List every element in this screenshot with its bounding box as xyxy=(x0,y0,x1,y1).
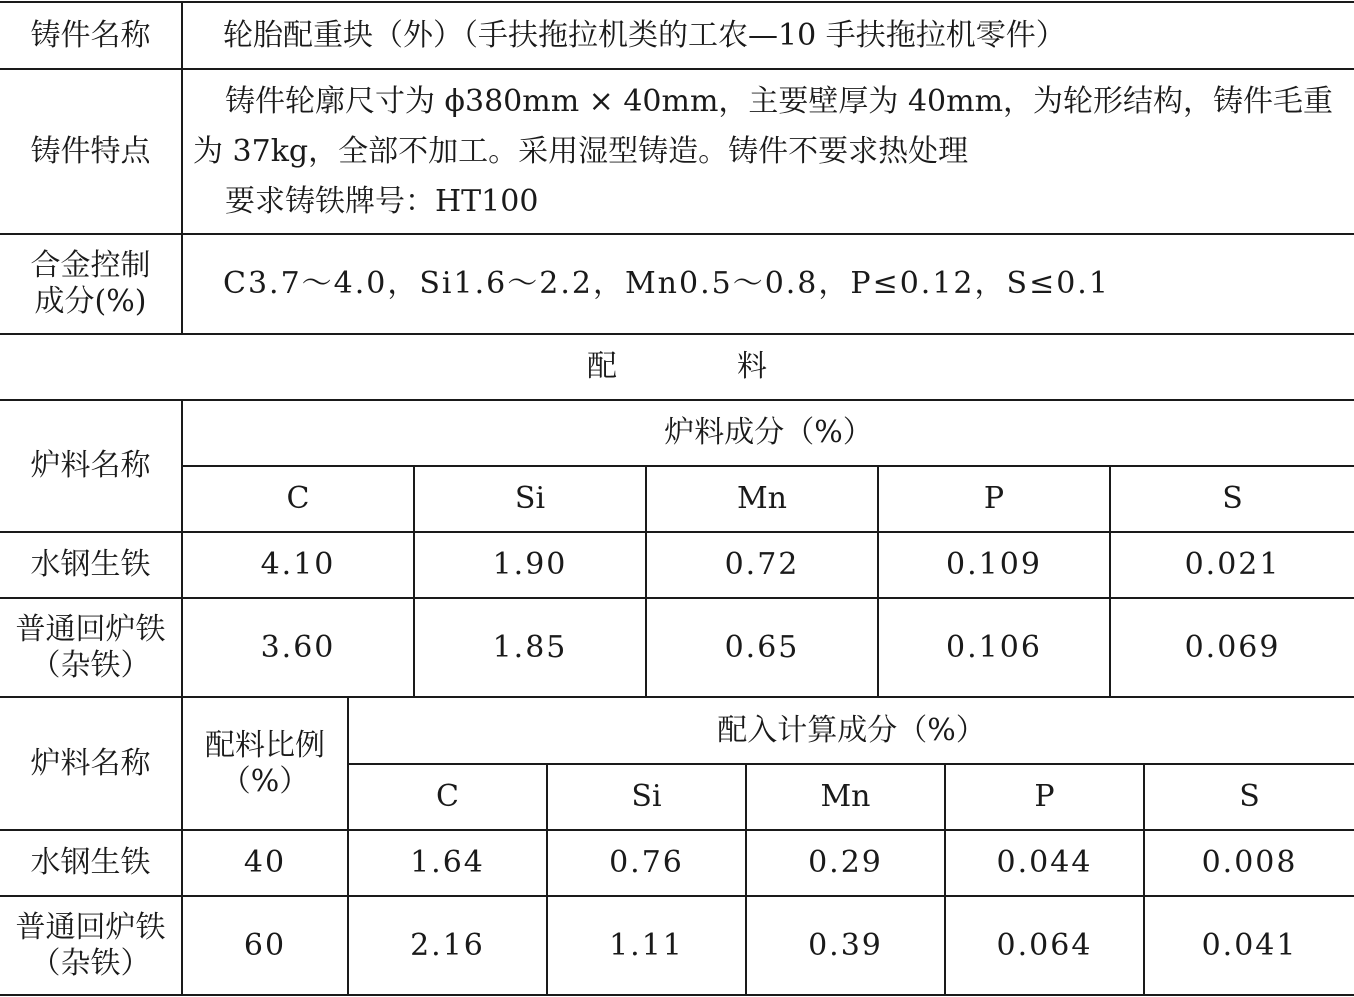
calc-col-si: Si xyxy=(547,764,746,830)
charge-col-p: P xyxy=(878,466,1110,532)
casting-features-row xyxy=(0,69,1354,234)
value-si: 1.85 xyxy=(414,598,646,697)
calc-group-header: 配入计算成分（%） xyxy=(348,697,1354,764)
features-line-2: 为 37kg，全部不加工。采用湿型铸造。铸件不要求热处理 xyxy=(193,133,969,169)
casting-info-table xyxy=(0,1,1354,401)
section-title-row xyxy=(0,334,1354,400)
value-p: 0.044 xyxy=(945,830,1144,896)
row-ratio: 40 xyxy=(182,830,348,896)
value-p: 0.064 xyxy=(945,896,1144,995)
calc-ratio-header-line-1: 配料比例 xyxy=(205,727,325,763)
section-title xyxy=(0,334,1354,400)
casting-features-value xyxy=(182,69,1354,234)
alloy-label-line-1: 合金控制 xyxy=(30,248,151,283)
charge-group-header: 炉料成分（%） xyxy=(182,400,1354,466)
calc-ratio-header xyxy=(182,697,348,830)
value-c: 4.10 xyxy=(182,532,414,598)
value-si: 0.76 xyxy=(547,830,746,896)
casting-name-label: 铸件名称 xyxy=(0,2,182,69)
value-s: 0.008 xyxy=(1144,830,1354,896)
casting-features-label: 铸件特点 xyxy=(0,69,182,234)
value-s: 0.069 xyxy=(1110,598,1354,697)
table-row xyxy=(0,830,1354,896)
value-mn: 0.29 xyxy=(746,830,945,896)
value-c: 1.64 xyxy=(348,830,547,896)
row-name xyxy=(0,598,182,697)
calculated-composition-table xyxy=(0,696,1354,996)
value-si: 1.90 xyxy=(414,532,646,598)
value-s: 0.021 xyxy=(1110,532,1354,598)
value-p: 0.106 xyxy=(878,598,1110,697)
alloy-value: C3.7～4.0，Si1.6～2.2，Mn0.5～0.8，P≤0.12，S≤0.1 xyxy=(182,234,1354,334)
row-name-line-2: （杂铁） xyxy=(30,945,151,981)
value-mn: 0.39 xyxy=(746,896,945,995)
row-name xyxy=(0,896,182,995)
casting-name-value: 轮胎配重块（外）（手扶拖拉机类的工农—10 手扶拖拉机零件） xyxy=(182,2,1354,69)
value-mn: 0.72 xyxy=(646,532,878,598)
alloy-row xyxy=(0,234,1354,334)
calc-col-c: C xyxy=(348,764,547,830)
charge-col-c: C xyxy=(182,466,414,532)
value-p: 0.109 xyxy=(878,532,1110,598)
value-si: 1.11 xyxy=(547,896,746,995)
value-c: 3.60 xyxy=(182,598,414,697)
calc-col-p: P xyxy=(945,764,1144,830)
section-title-part-2: 料 xyxy=(737,349,767,384)
features-line-3: 要求铸铁牌号：HT100 xyxy=(225,183,539,219)
row-name: 水钢生铁 xyxy=(0,532,182,598)
row-name-line-1: 普通回炉铁 xyxy=(15,611,166,647)
table-row xyxy=(0,532,1354,598)
charge-col-s: S xyxy=(1110,466,1354,532)
calc-col-mn: Mn xyxy=(746,764,945,830)
value-mn: 0.65 xyxy=(646,598,878,697)
calc-name-header: 炉料名称 xyxy=(0,697,182,830)
value-c: 2.16 xyxy=(348,896,547,995)
features-line-1: 铸件轮廓尺寸为 ϕ380mm × 40mm，主要壁厚为 40mm，为轮形结构，铸件毛重 xyxy=(225,83,1334,119)
table-row xyxy=(0,896,1354,995)
value-s: 0.041 xyxy=(1144,896,1354,995)
charge-col-si: Si xyxy=(414,466,646,532)
casting-name-row xyxy=(0,2,1354,69)
charge-col-mn: Mn xyxy=(646,466,878,532)
charge-column-headers xyxy=(0,466,1354,532)
alloy-label-line-2: 成分(%) xyxy=(34,284,147,319)
row-name-line-2: （杂铁） xyxy=(30,647,151,683)
charge-name-header: 炉料名称 xyxy=(0,400,182,532)
row-name-line-1: 普通回炉铁 xyxy=(15,909,166,945)
row-name: 水钢生铁 xyxy=(0,830,182,896)
section-title-part-1: 配 xyxy=(587,349,617,384)
alloy-label xyxy=(0,234,182,334)
table-row xyxy=(0,598,1354,697)
row-ratio: 60 xyxy=(182,896,348,995)
calc-col-s: S xyxy=(1144,764,1354,830)
calc-ratio-header-line-2: （%） xyxy=(220,763,310,799)
charge-composition-table xyxy=(0,399,1354,698)
